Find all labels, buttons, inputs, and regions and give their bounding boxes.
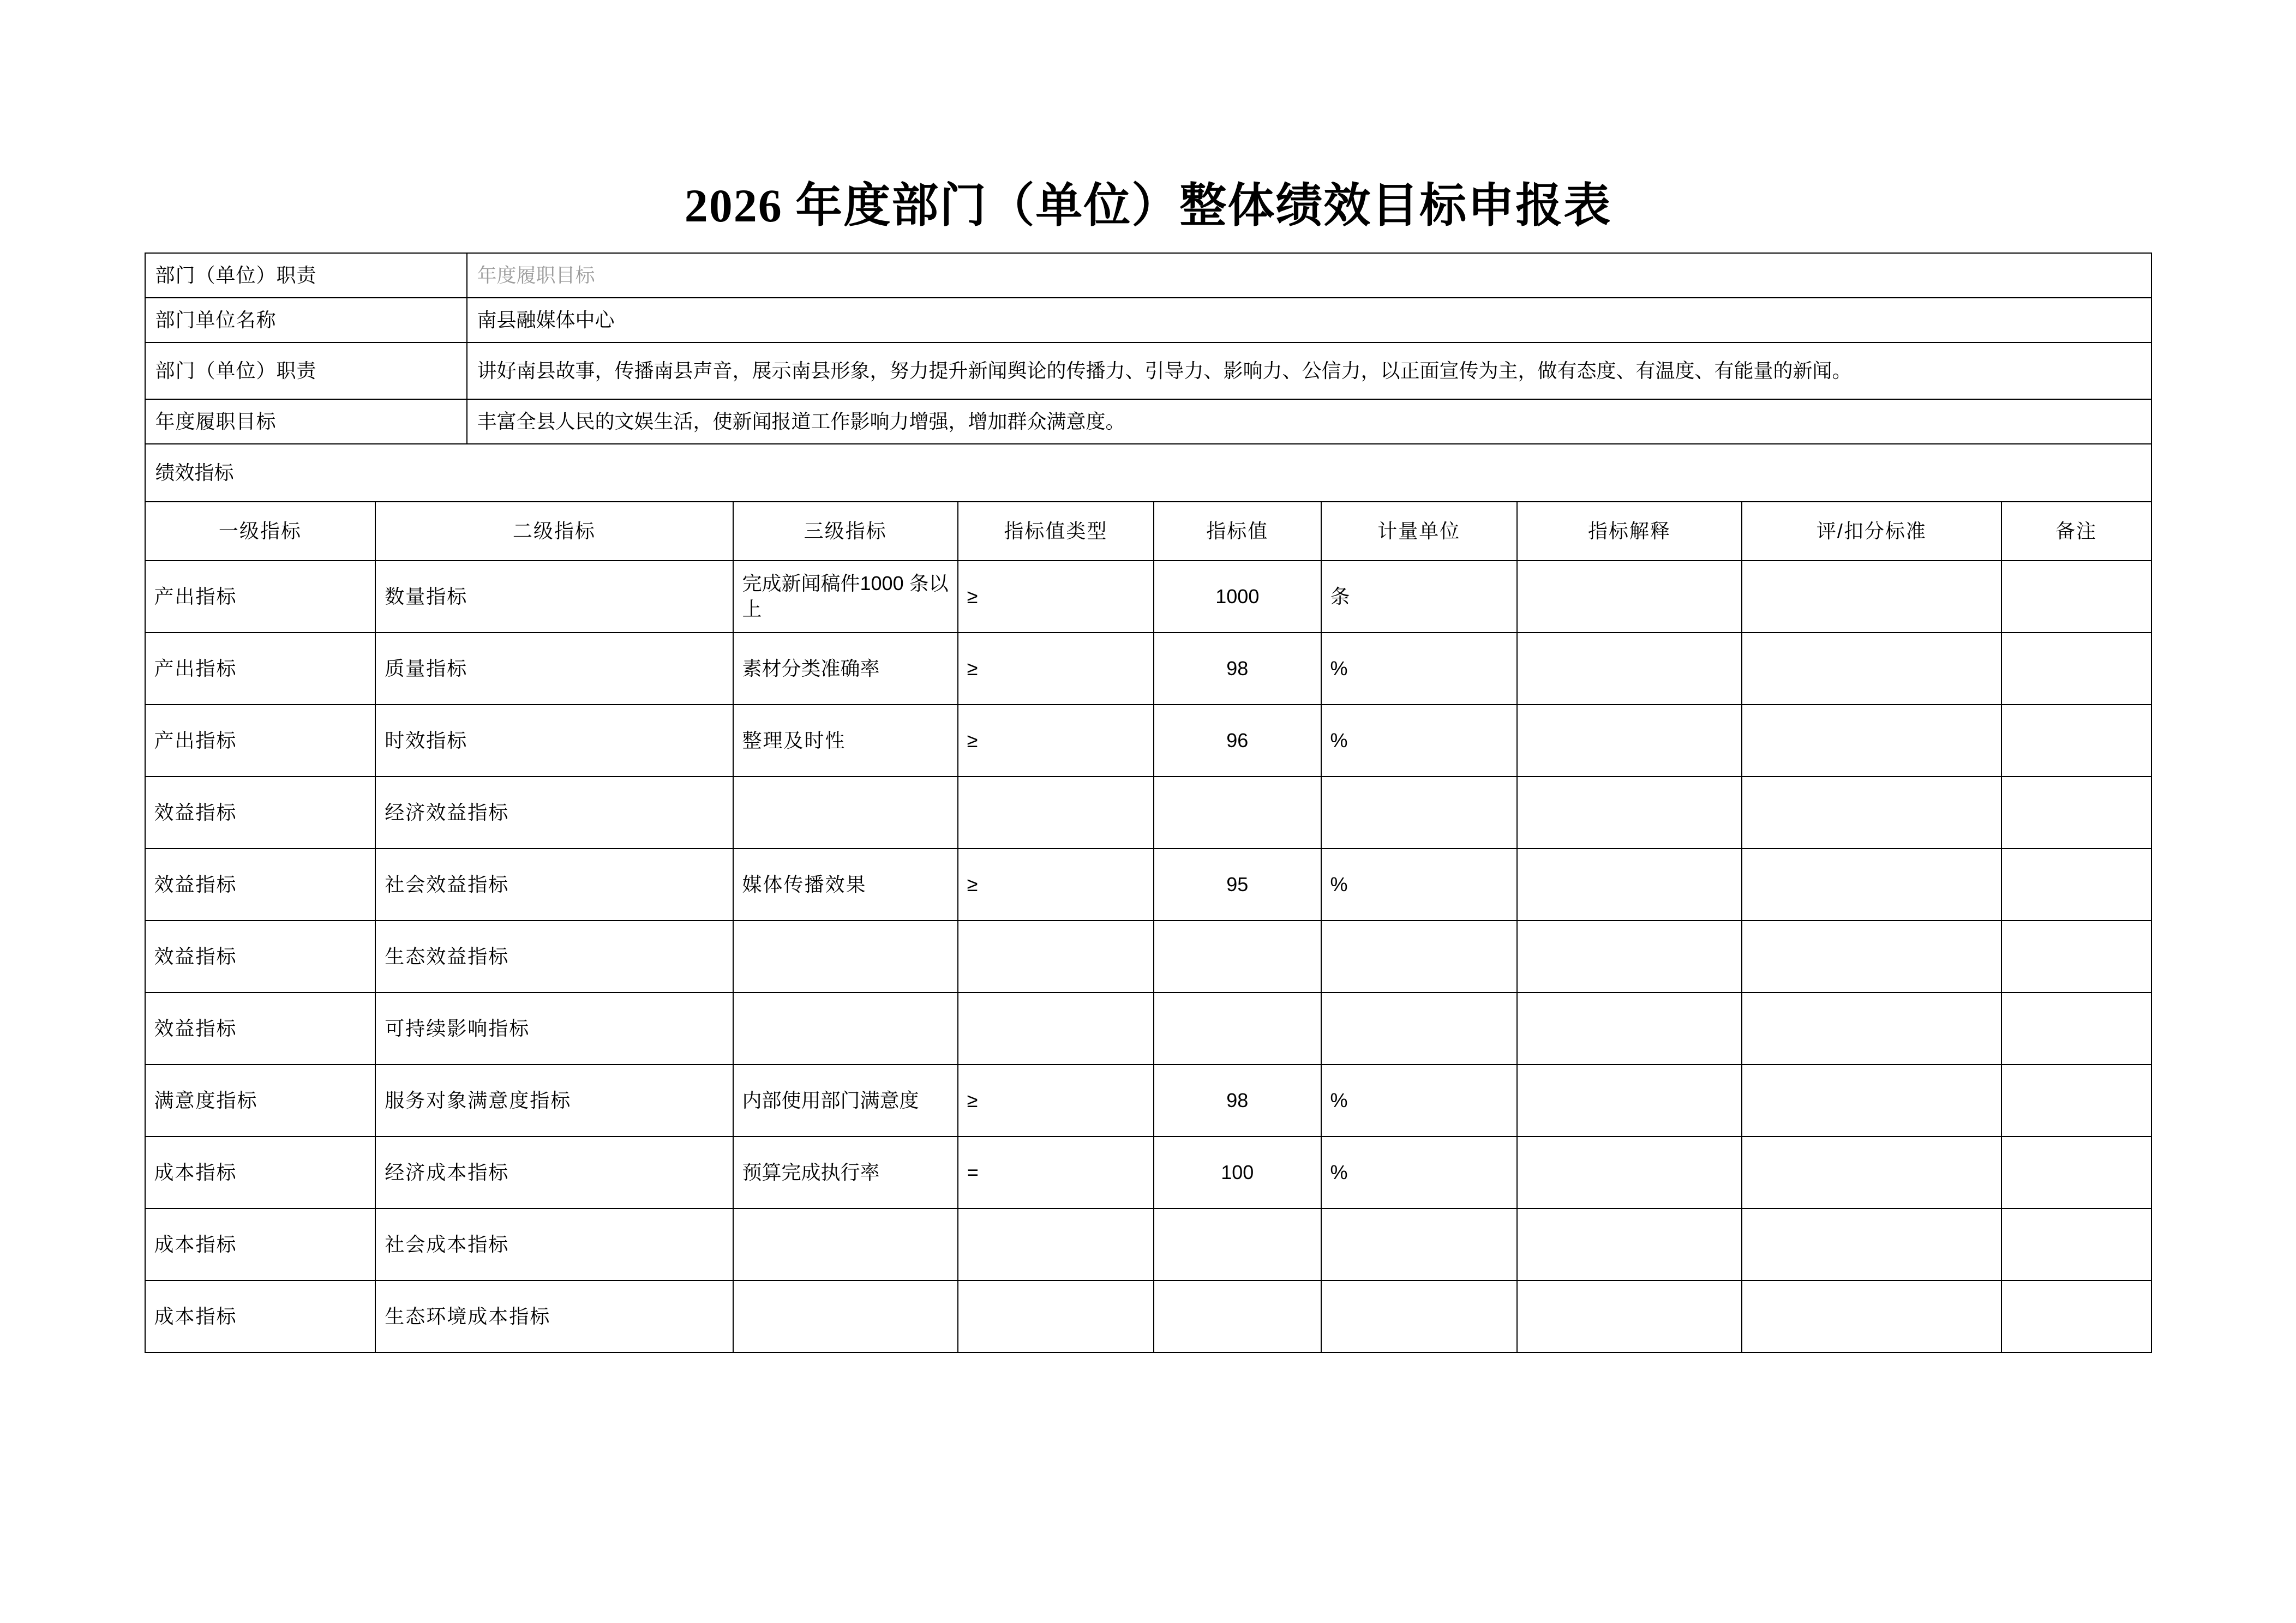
cell-remark[interactable] — [2001, 1137, 2151, 1209]
cell-value-type[interactable]: ≥ — [958, 849, 1154, 921]
cell-level3[interactable]: 整理及时性 — [733, 705, 958, 777]
table-row — [145, 1209, 2151, 1281]
cell-scoring[interactable] — [1742, 1281, 2001, 1352]
cell-value-type[interactable]: = — [958, 1137, 1154, 1209]
cell-explanation[interactable] — [1517, 1065, 1742, 1137]
cell-level2: 质量指标 — [375, 633, 733, 705]
cell-level3[interactable]: 预算完成执行率 — [733, 1137, 958, 1209]
cell-value[interactable]: 100 — [1154, 1137, 1321, 1209]
cell-scoring[interactable] — [1742, 1065, 2001, 1137]
cell-unit[interactable] — [1321, 777, 1517, 849]
cell-remark[interactable] — [2001, 633, 2151, 705]
cell-unit[interactable]: % — [1321, 1065, 1517, 1137]
cell-scoring[interactable] — [1742, 777, 2001, 849]
header-info-table — [145, 253, 2152, 502]
table-row — [145, 705, 2151, 777]
cell-level3[interactable] — [733, 1209, 958, 1281]
cell-value-type[interactable] — [958, 921, 1154, 993]
column-header-level1: 一级指标 — [145, 502, 376, 561]
cell-remark[interactable] — [2001, 1209, 2151, 1281]
field-value-annual-goal[interactable]: 丰富全县人民的文娱生活，使新闻报道工作影响力增强，增加群众满意度。 — [467, 399, 2151, 444]
cell-value[interactable]: 1000 — [1154, 561, 1321, 633]
cell-unit[interactable]: % — [1321, 705, 1517, 777]
cell-explanation[interactable] — [1517, 849, 1742, 921]
cell-value-type[interactable]: ≥ — [958, 1065, 1154, 1137]
page-title: 2026 年度部门（单位）整体绩效目标申报表 — [684, 179, 1612, 232]
cell-scoring[interactable] — [1742, 705, 2001, 777]
cell-level2: 社会效益指标 — [375, 849, 733, 921]
table-row — [145, 253, 2151, 298]
table-row — [145, 921, 2151, 993]
field-value-department-duty[interactable]: 讲好南县故事，传播南县声音，展示南县形象，努力提升新闻舆论的传播力、引导力、影响力、公信力，以正面宣传为主，做有态度、有温度、有能量的新闻。 — [467, 342, 2151, 399]
table-row — [145, 342, 2151, 399]
table-row — [145, 1137, 2151, 1209]
field-value-duty-placeholder[interactable]: 年度履职目标 — [467, 253, 2151, 298]
column-header-unit: 计量单位 — [1321, 502, 1517, 561]
cell-unit[interactable]: % — [1321, 849, 1517, 921]
cell-level2: 经济效益指标 — [375, 777, 733, 849]
cell-remark[interactable] — [2001, 561, 2151, 633]
cell-level3[interactable]: 内部使用部门满意度 — [733, 1065, 958, 1137]
cell-unit[interactable] — [1321, 1281, 1517, 1352]
cell-level1: 产出指标 — [145, 705, 376, 777]
cell-value[interactable]: 98 — [1154, 633, 1321, 705]
cell-remark[interactable] — [2001, 705, 2151, 777]
cell-level2: 生态环境成本指标 — [375, 1281, 733, 1352]
cell-level1: 效益指标 — [145, 921, 376, 993]
cell-level1: 效益指标 — [145, 993, 376, 1065]
cell-level3[interactable]: 完成新闻稿件1000 条以上 — [733, 561, 958, 633]
cell-level1: 效益指标 — [145, 849, 376, 921]
table-row — [145, 849, 2151, 921]
cell-value-type[interactable] — [958, 1281, 1154, 1352]
cell-level1: 满意度指标 — [145, 1065, 376, 1137]
table-row — [145, 1065, 2151, 1137]
cell-unit[interactable]: % — [1321, 1137, 1517, 1209]
cell-scoring[interactable] — [1742, 993, 2001, 1065]
cell-level2: 经济成本指标 — [375, 1137, 733, 1209]
cell-value-type[interactable]: ≥ — [958, 633, 1154, 705]
cell-unit[interactable] — [1321, 993, 1517, 1065]
cell-value[interactable] — [1154, 777, 1321, 849]
table-header-row — [145, 502, 2151, 561]
cell-remark[interactable] — [2001, 993, 2151, 1065]
column-header-level2: 二级指标 — [375, 502, 733, 561]
cell-level1: 成本指标 — [145, 1137, 376, 1209]
field-value-unit-name[interactable]: 南县融媒体中心 — [467, 298, 2151, 342]
table-row — [145, 399, 2151, 444]
field-label-department-duty: 部门（单位）职责 — [145, 342, 467, 399]
performance-indicators-table — [145, 501, 2152, 1353]
cell-level2: 社会成本指标 — [375, 1209, 733, 1281]
cell-explanation[interactable] — [1517, 1137, 1742, 1209]
cell-value[interactable]: 95 — [1154, 849, 1321, 921]
cell-level2: 数量指标 — [375, 561, 733, 633]
cell-value-type[interactable] — [958, 1209, 1154, 1281]
table-row — [145, 993, 2151, 1065]
table-row — [145, 777, 2151, 849]
cell-explanation[interactable] — [1517, 777, 1742, 849]
cell-value[interactable] — [1154, 1209, 1321, 1281]
cell-level3[interactable] — [733, 993, 958, 1065]
cell-level2: 可持续影响指标 — [375, 993, 733, 1065]
cell-level3[interactable]: 媒体传播效果 — [733, 849, 958, 921]
cell-level3[interactable] — [733, 921, 958, 993]
cell-scoring[interactable] — [1742, 561, 2001, 633]
cell-explanation[interactable] — [1517, 1209, 1742, 1281]
cell-value-type[interactable] — [958, 777, 1154, 849]
form-container — [145, 253, 2152, 1354]
column-header-value: 指标值 — [1154, 502, 1321, 561]
cell-value[interactable]: 96 — [1154, 705, 1321, 777]
cell-level3[interactable]: 素材分类准确率 — [733, 633, 958, 705]
cell-remark[interactable] — [2001, 777, 2151, 849]
cell-unit[interactable]: % — [1321, 633, 1517, 705]
cell-explanation[interactable] — [1517, 1281, 1742, 1352]
cell-level2: 生态效益指标 — [375, 921, 733, 993]
cell-unit[interactable]: 条 — [1321, 561, 1517, 633]
cell-level2: 服务对象满意度指标 — [375, 1065, 733, 1137]
field-label-unit-name: 部门单位名称 — [145, 298, 467, 342]
cell-explanation[interactable] — [1517, 633, 1742, 705]
cell-remark[interactable] — [2001, 1281, 2151, 1352]
table-row — [145, 298, 2151, 342]
field-label-annual-goal: 年度履职目标 — [145, 399, 467, 444]
cell-unit[interactable] — [1321, 921, 1517, 993]
cell-value[interactable]: 98 — [1154, 1065, 1321, 1137]
column-header-value-type: 指标值类型 — [958, 502, 1154, 561]
cell-value[interactable] — [1154, 993, 1321, 1065]
table-row-section-label — [145, 444, 2151, 501]
cell-scoring[interactable] — [1742, 849, 2001, 921]
cell-level1: 产出指标 — [145, 633, 376, 705]
column-header-scoring: 评/扣分标准 — [1742, 502, 2001, 561]
cell-explanation[interactable] — [1517, 993, 1742, 1065]
section-label-performance: 绩效指标 — [145, 444, 2151, 501]
cell-remark[interactable] — [2001, 921, 2151, 993]
cell-remark[interactable] — [2001, 1065, 2151, 1137]
cell-scoring[interactable] — [1742, 1209, 2001, 1281]
cell-level3[interactable] — [733, 777, 958, 849]
cell-remark[interactable] — [2001, 849, 2151, 921]
table-row — [145, 633, 2151, 705]
table-row — [145, 561, 2151, 633]
cell-scoring[interactable] — [1742, 633, 2001, 705]
table-row — [145, 1281, 2151, 1352]
cell-explanation[interactable] — [1517, 921, 1742, 993]
column-header-level3: 三级指标 — [733, 502, 958, 561]
cell-value[interactable] — [1154, 1281, 1321, 1352]
cell-value-type[interactable] — [958, 993, 1154, 1065]
column-header-explanation: 指标解释 — [1517, 502, 1742, 561]
cell-value-type[interactable]: ≥ — [958, 561, 1154, 633]
cell-explanation[interactable] — [1517, 561, 1742, 633]
cell-value[interactable] — [1154, 921, 1321, 993]
column-header-remark: 备注 — [2001, 502, 2151, 561]
cell-level1: 成本指标 — [145, 1209, 376, 1281]
cell-level1: 效益指标 — [145, 777, 376, 849]
cell-value-type[interactable]: ≥ — [958, 705, 1154, 777]
field-label-duty-placeholder: 部门（单位）职责 — [145, 253, 467, 298]
cell-explanation[interactable] — [1517, 705, 1742, 777]
cell-level1: 产出指标 — [145, 561, 376, 633]
cell-level1: 成本指标 — [145, 1281, 376, 1352]
cell-level2: 时效指标 — [375, 705, 733, 777]
cell-scoring[interactable] — [1742, 1137, 2001, 1209]
cell-scoring[interactable] — [1742, 921, 2001, 993]
cell-level3[interactable] — [733, 1281, 958, 1352]
cell-unit[interactable] — [1321, 1209, 1517, 1281]
